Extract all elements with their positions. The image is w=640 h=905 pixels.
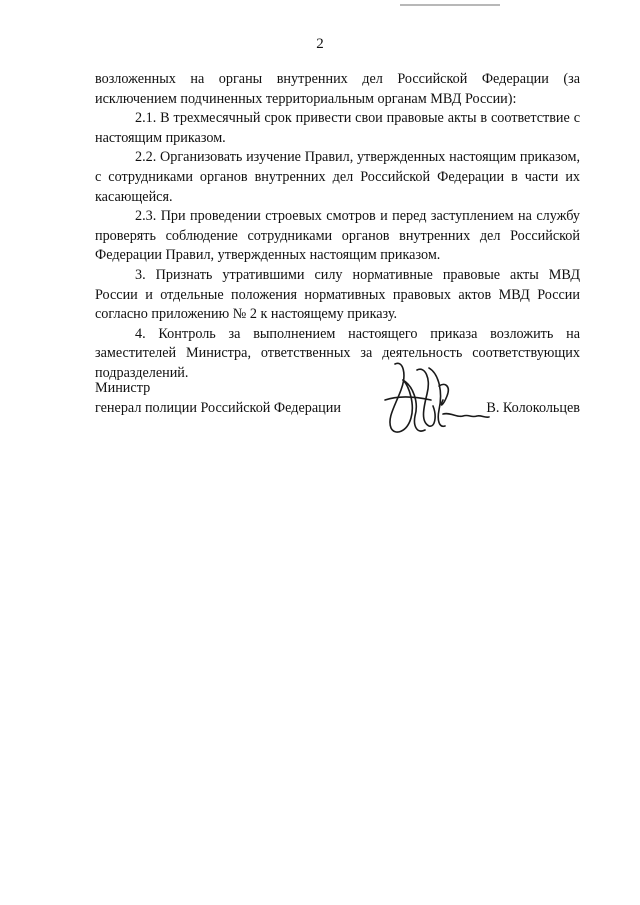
handwritten-signature [373,356,493,446]
paragraph-4: 4. Контроль за выполнением настоящего приказа возложить на заместителей Министра, ответственных за деятельность соответствующих подразделений. [95,325,580,381]
paragraph-3: 3. Признать утратившими силу нормативные правовые акты МВД России и отдельные положения нормативных правовых актов МВД России согласно приложению № 2 к настоящему приказу. [95,266,580,323]
paragraph-2-3: 2.3. При проведении строевых смотров и перед заступлением на службу проверять соблюдение сотрудниками органов внутренних дел Российской Федерации Правил, утвержденных настоящим приказом. [95,208,580,264]
paragraph-continuation: возложенных на органы внутренних дел Российской Федерации (за исключением подчиненных территориальным органам МВД России): [95,71,580,107]
paragraph-2-1: 2.1. В трехмесячный срок привести свои правовые акты в соответствие с настоящим приказом. [95,110,580,146]
page-number: 2 [316,36,324,52]
signatory-title-line-1: Министр [95,380,151,396]
signature-block [95,378,580,448]
paragraph-2-2: 2.2. Организовать изучение Правил, утвержденных настоящим приказом, с сотрудниками органов внутренних дел Российской Федерации в части их касающейся. [95,149,580,205]
signatory-name: В. Колокольцев [486,400,580,416]
scan-artifact-line [400,4,500,6]
signatory-title [95,378,341,418]
document-body [95,70,580,384]
signatory-title-line-2: генерал полиции Российской Федерации [95,400,341,416]
